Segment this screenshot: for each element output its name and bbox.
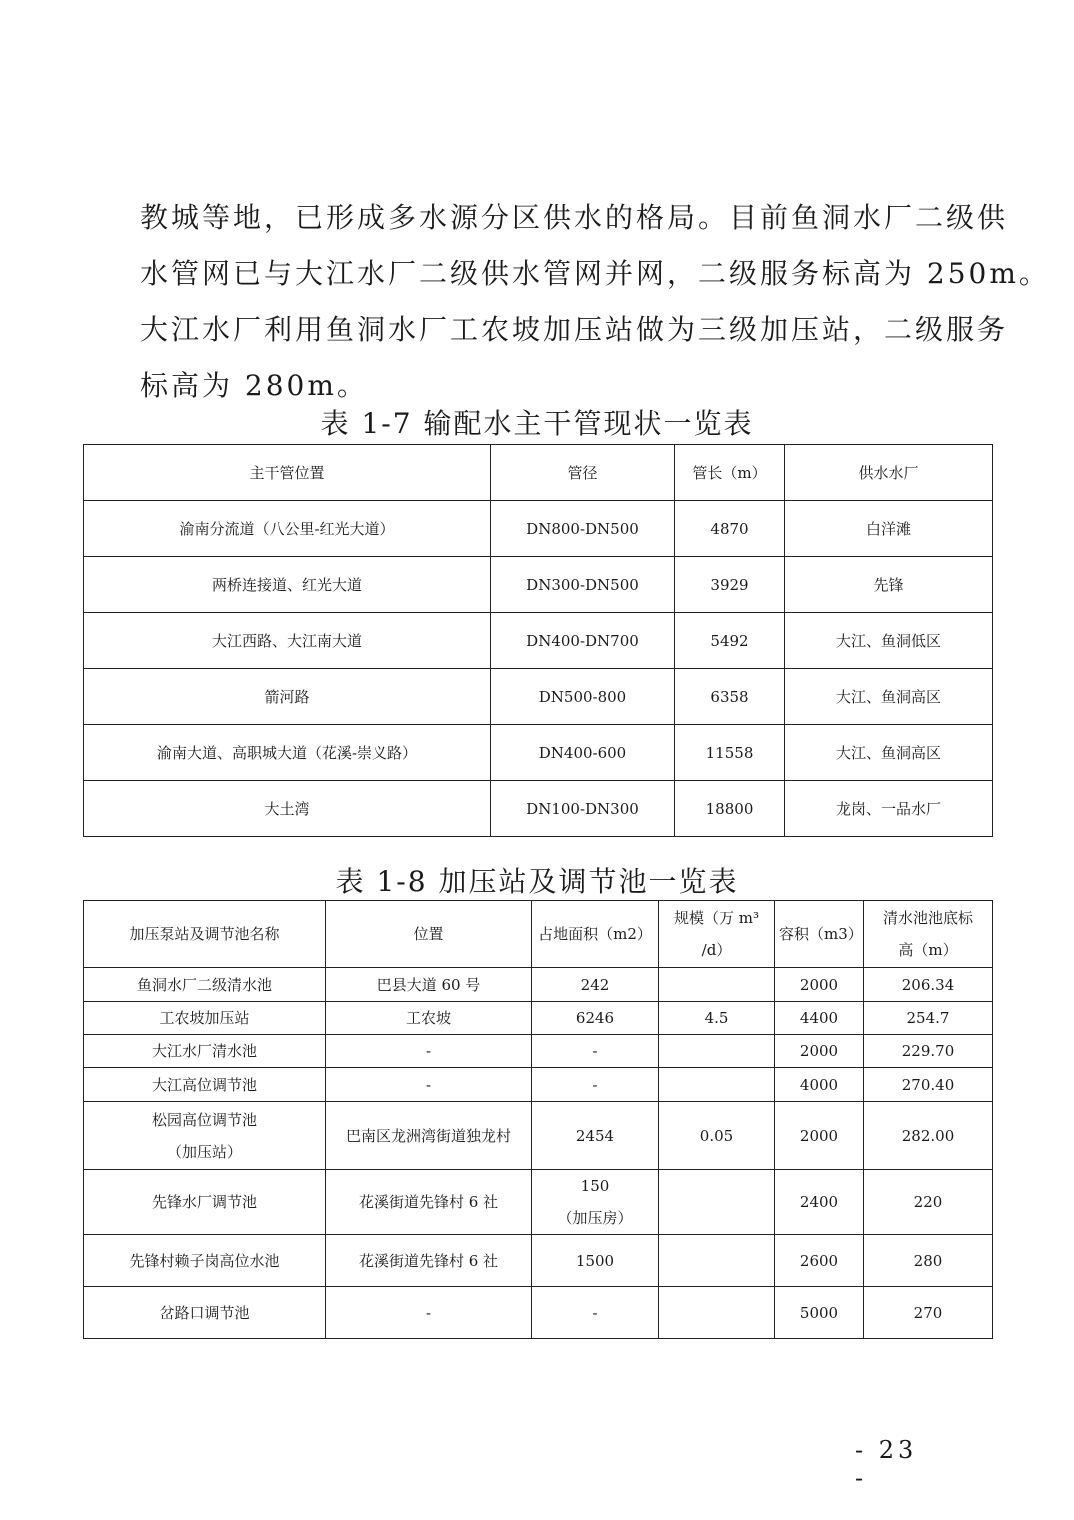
- cell: 18800: [675, 781, 785, 837]
- table-row: [84, 1235, 993, 1287]
- table-1-8: [83, 900, 993, 1339]
- header-cell: 管径: [491, 445, 675, 501]
- cell: 2600: [775, 1235, 864, 1287]
- cell: 5000: [775, 1287, 864, 1339]
- cell: 岔路口调节池: [84, 1287, 326, 1339]
- cell: -: [326, 1035, 532, 1068]
- cell: 渝南大道、高职城大道（花溪-崇义路）: [84, 725, 491, 781]
- table-1-7: [83, 444, 993, 837]
- cell: [659, 1068, 775, 1102]
- header-cell: 加压泵站及调节池名称: [84, 901, 326, 968]
- cell: 4000: [775, 1068, 864, 1102]
- table-row: [84, 1170, 993, 1235]
- cell: 280: [864, 1235, 993, 1287]
- table-row: [84, 1068, 993, 1102]
- cell: 242: [532, 968, 659, 1002]
- cell: 龙岗、一品水厂: [785, 781, 993, 837]
- page-number: - 23 -: [855, 1436, 918, 1492]
- cell: 0.05: [659, 1102, 775, 1170]
- cell: 大江高位调节池: [84, 1068, 326, 1102]
- cell: 4870: [675, 501, 785, 557]
- cell: 1500: [532, 1235, 659, 1287]
- cell: 6246: [532, 1002, 659, 1035]
- cell: -: [326, 1068, 532, 1102]
- cell: DN500-800: [491, 669, 675, 725]
- header-cell: [864, 901, 993, 968]
- cell: 先锋水厂调节池: [84, 1170, 326, 1235]
- cell: 2000: [775, 1102, 864, 1170]
- cell: 巴县大道 60 号: [326, 968, 532, 1002]
- header-line: 高（m）: [898, 941, 958, 959]
- header-cell: 位置: [326, 901, 532, 968]
- cell: 白洋滩: [785, 501, 993, 557]
- cell: [659, 1170, 775, 1235]
- paragraph-line: 教城等地，已形成多水源分区供水的格局。目前鱼洞水厂二级供: [140, 201, 1009, 234]
- cell: 鱼洞水厂二级清水池: [84, 968, 326, 1002]
- cell: 11558: [675, 725, 785, 781]
- paragraph-line: 标高为 280m。: [140, 369, 368, 402]
- table-header-row: [84, 901, 993, 968]
- cell: 大江西路、大江南大道: [84, 613, 491, 669]
- cell: 2400: [775, 1170, 864, 1235]
- cell: DN400-600: [491, 725, 675, 781]
- cell: DN400-DN700: [491, 613, 675, 669]
- cell: 花溪街道先锋村 6 社: [326, 1170, 532, 1235]
- cell: 先锋村赖子岗高位水池: [84, 1235, 326, 1287]
- cell: 229.70: [864, 1035, 993, 1068]
- cell: 工农坡加压站: [84, 1002, 326, 1035]
- table-header-row: [84, 445, 993, 501]
- cell: -: [532, 1068, 659, 1102]
- cell: 2454: [532, 1102, 659, 1170]
- cell: DN800-DN500: [491, 501, 675, 557]
- table-row: [84, 1287, 993, 1339]
- cell: 270: [864, 1287, 993, 1339]
- cell: 6358: [675, 669, 785, 725]
- header-cell: 容积（m3）: [775, 901, 864, 968]
- header-cell: [659, 901, 775, 968]
- table-row: [84, 1035, 993, 1068]
- header-line: /d）: [701, 941, 732, 959]
- table-row: [84, 781, 993, 837]
- cell-line: （加压房）: [557, 1209, 633, 1227]
- cell-line: （加压站）: [166, 1142, 242, 1161]
- cell: 3929: [675, 557, 785, 613]
- cell: DN100-DN300: [491, 781, 675, 837]
- cell: [659, 1287, 775, 1339]
- cell: 2000: [775, 1035, 864, 1068]
- cell: [659, 1235, 775, 1287]
- cell: 两桥连接道、红光大道: [84, 557, 491, 613]
- cell: -: [326, 1287, 532, 1339]
- table-1-8-title: 表 1-8 加压站及调节池一览表: [335, 865, 739, 898]
- cell: 巴南区龙洲湾街道独龙村: [326, 1102, 532, 1170]
- cell: 2000: [775, 968, 864, 1002]
- header-cell: 占地面积（m2）: [532, 901, 659, 968]
- cell: 先锋: [785, 557, 993, 613]
- header-cell: 管长（m）: [675, 445, 785, 501]
- cell: 254.7: [864, 1002, 993, 1035]
- paragraph-line: 大江水厂利用鱼洞水厂工农坡加压站做为三级加压站，二级服务: [140, 313, 1009, 346]
- table-row: [84, 613, 993, 669]
- table-row: [84, 725, 993, 781]
- cell: 工农坡: [326, 1002, 532, 1035]
- cell: 大江水厂清水池: [84, 1035, 326, 1068]
- cell: [659, 968, 775, 1002]
- cell: 花溪街道先锋村 6 社: [326, 1235, 532, 1287]
- cell: 5492: [675, 613, 785, 669]
- cell: 4400: [775, 1002, 864, 1035]
- cell: -: [532, 1287, 659, 1339]
- cell: 箭河路: [84, 669, 491, 725]
- cell: 大土湾: [84, 781, 491, 837]
- table-row: [84, 501, 993, 557]
- cell: -: [532, 1035, 659, 1068]
- table-1-7-title: 表 1-7 输配水主干管现状一览表: [320, 407, 754, 440]
- header-line: 清水池池底标: [882, 909, 973, 927]
- cell: 206.34: [864, 968, 993, 1002]
- header-line: 规模（万 m³: [673, 909, 759, 927]
- cell: [532, 1170, 659, 1235]
- table-row: [84, 1102, 993, 1170]
- cell-line: 150: [580, 1177, 610, 1195]
- cell-line: 松园高位调节池: [151, 1110, 257, 1129]
- body-paragraph: [140, 190, 1050, 414]
- table-row: [84, 968, 993, 1002]
- cell: [659, 1035, 775, 1068]
- paragraph-line: 水管网已与大江水厂二级供水管网并网，二级服务标高为 250m。: [140, 257, 1050, 290]
- header-cell: 主干管位置: [84, 445, 491, 501]
- table-row: [84, 557, 993, 613]
- cell: 大江、鱼洞高区: [785, 725, 993, 781]
- cell: 270.40: [864, 1068, 993, 1102]
- cell: 282.00: [864, 1102, 993, 1170]
- header-cell: 供水水厂: [785, 445, 993, 501]
- cell: 4.5: [659, 1002, 775, 1035]
- cell: [84, 1102, 326, 1170]
- cell: 大江、鱼洞高区: [785, 669, 993, 725]
- cell: 渝南分流道（八公里-红光大道）: [84, 501, 491, 557]
- cell: 220: [864, 1170, 993, 1235]
- table-row: [84, 1002, 993, 1035]
- cell: 大江、鱼洞低区: [785, 613, 993, 669]
- table-row: [84, 669, 993, 725]
- cell: DN300-DN500: [491, 557, 675, 613]
